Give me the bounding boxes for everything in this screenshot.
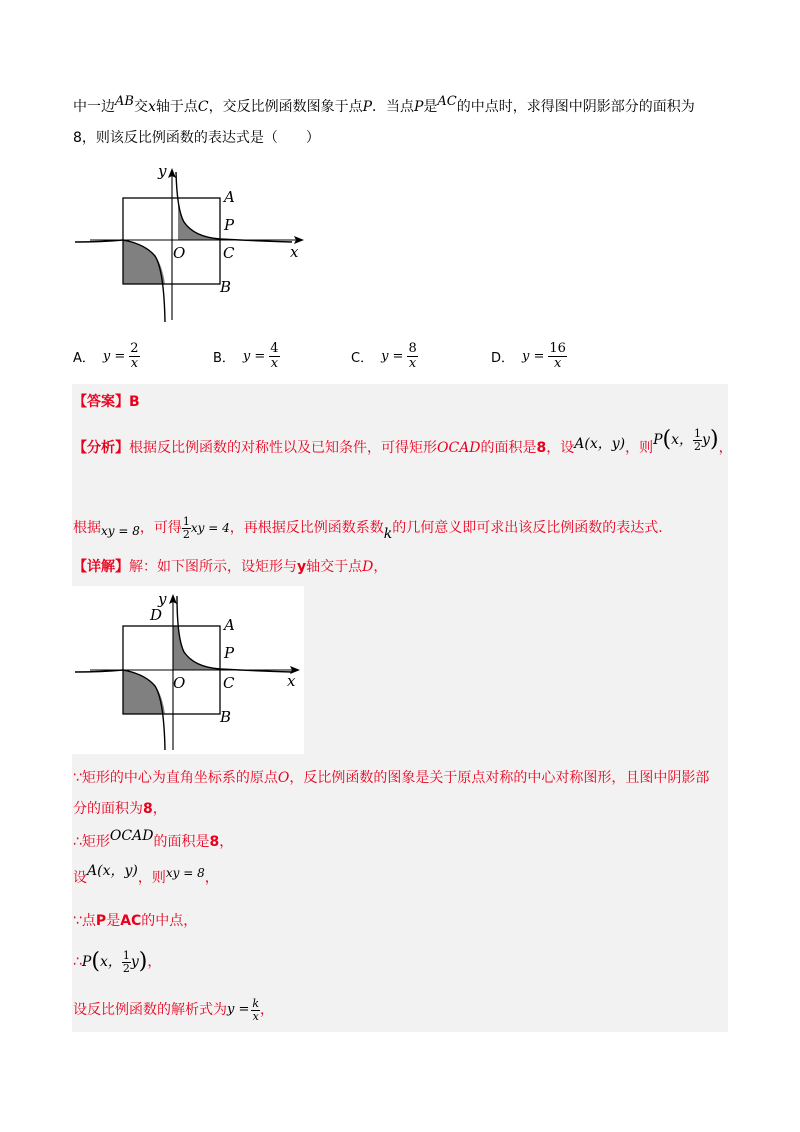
- choice-a[interactable]: A． y = $\frac{2}{x}$: [73, 340, 139, 371]
- label-p: P: [224, 216, 235, 234]
- analysis-line-2: 根据 xy = 8 ，可得 $\frac{1}{2}$ xy = 4 ，再根据反比例函数系数 k 的几何意义即可求出该反比例函数的表达式.: [73, 514, 663, 542]
- label-x: x: [287, 672, 296, 690]
- half-fraction: $\frac{1}{2}$: [182, 514, 190, 541]
- point-p-expr: P ( x， $\frac{1}{2}$ y ): [81, 948, 148, 975]
- fraction: $\frac{4}{x}$: [270, 340, 279, 371]
- label-a: A: [224, 188, 235, 206]
- answer-line: 【答案】B: [73, 394, 140, 410]
- label-x: x: [290, 243, 299, 261]
- label-d: D: [150, 606, 163, 624]
- set-a-line: 设 A(x，y) ，则 xy = 8 ，: [73, 863, 219, 886]
- label-a: A: [224, 616, 235, 634]
- detail-intro: 【详解】解：如下图所示，设矩形与y轴交于点D，: [73, 559, 388, 575]
- fraction: $\frac{8}{x}$: [408, 340, 417, 371]
- fraction: $\frac{2}{x}$: [130, 340, 139, 371]
- because-line-1: ∵矩形的中心为直角坐标系的原点O，反比例函数的图象是关于原点对称的中心对称图形，且图中阴影部: [73, 770, 710, 786]
- label-p: P: [224, 644, 235, 662]
- because-line-2: ∵点P是AC的中点，: [73, 913, 198, 929]
- label-c: C: [223, 244, 235, 262]
- choice-c[interactable]: C． y = $\frac{8}{x}$: [351, 340, 417, 371]
- point-p-expr: P ( x， $\frac{1}{2}$ y ): [653, 426, 719, 453]
- question-line-2: 8，则该反比例函数的表达式是（ ）: [73, 130, 320, 146]
- analysis-line-1: 【分析】 根据反比例函数的对称性以及已知条件，可得矩形 OCAD 的面积是 8 ，设 A(x，y) ，则 P ( x， $\frac{1}{2}$ y ) ，: [73, 426, 733, 456]
- label-b: B: [220, 708, 232, 726]
- hyperbola-branch-upper: [177, 596, 292, 672]
- set-k-line: 设反比例函数的解析式为 y = $\frac{k}{x}$ ，: [73, 996, 275, 1023]
- label-y: y: [158, 162, 167, 180]
- choices: [73, 338, 673, 378]
- hyperbola-figure-1: [72, 160, 312, 330]
- k-over-x-fraction: $\frac{k}{x}$: [252, 996, 260, 1023]
- hyperbola-figure-2: [72, 586, 304, 754]
- fraction: $\frac{16}{x}$: [549, 340, 566, 371]
- therefore-line-1: ∴矩形OCAD的面积是8，: [73, 828, 234, 850]
- choice-b[interactable]: B． y = $\frac{4}{x}$: [213, 340, 279, 371]
- label-c: C: [223, 674, 235, 692]
- question-line-1: 中一边AB交x轴于点C，交反比例函数图象于点P．当点P是AC的中点时，求得图中阴影部分的面积为: [73, 94, 695, 115]
- because-line-1b: 分的面积为8，: [73, 801, 167, 817]
- label-y: y: [158, 590, 167, 608]
- label-o: O: [173, 244, 186, 262]
- choice-d[interactable]: D． y = $\frac{16}{x}$: [491, 340, 566, 371]
- label-o: O: [173, 674, 186, 692]
- label-b: B: [220, 278, 232, 296]
- therefore-line-2: ∴ P ( x， $\frac{1}{2}$ y ) ，: [73, 948, 162, 975]
